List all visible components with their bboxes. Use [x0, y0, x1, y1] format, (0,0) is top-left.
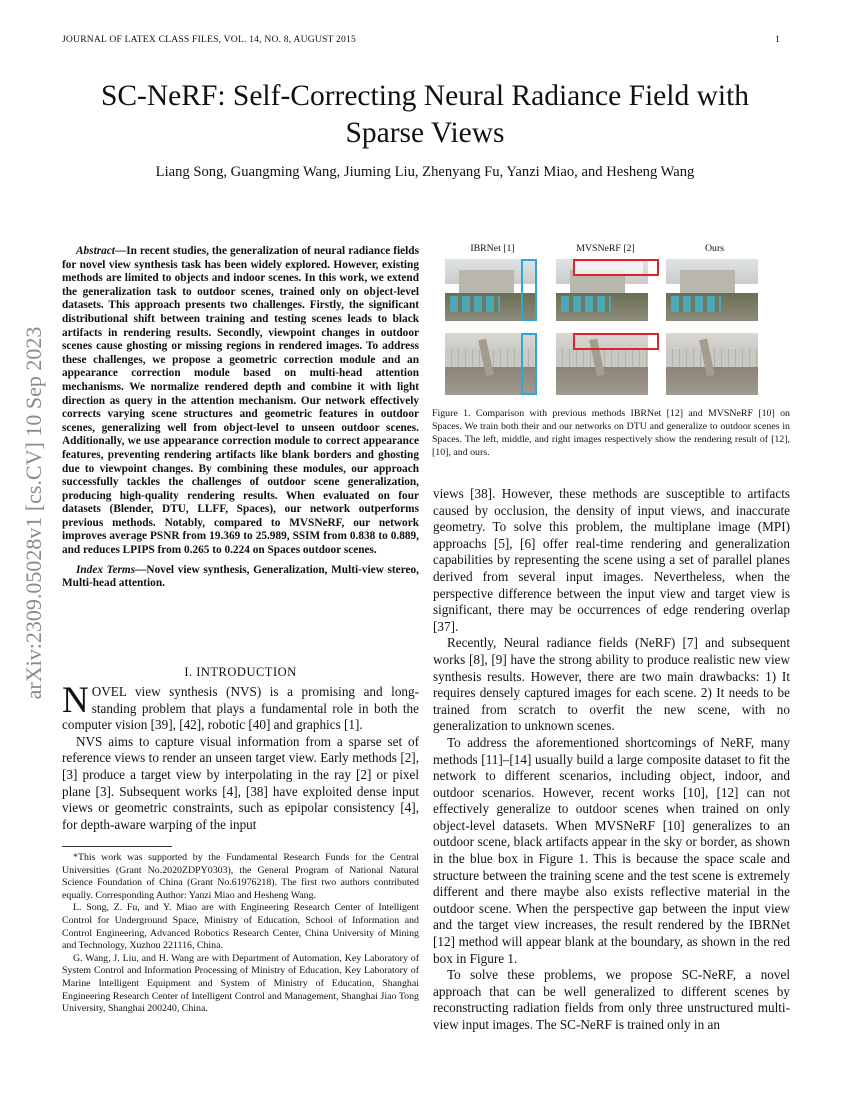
figure-column-label: IBRNet [1]	[470, 243, 515, 254]
author-list: Liang Song, Guangming Wang, Jiuming Liu, Zhenyang Fu, Yanzi Miao, and Hesheng Wang	[155, 164, 695, 180]
red-highlight-box	[573, 259, 659, 276]
figure-1-caption: Figure 1. Comparison with previous methods IBRNet [12] and MVSNeRF [10] on Spaces. We train both their and our networks on DTU and generalize to outdoor scenes in Spaces. The left, middle, and right images respectively show the rendering result of [12], [10], and ours.	[432, 408, 790, 458]
blue-highlight-box	[521, 333, 537, 395]
page-number: 1	[775, 34, 780, 45]
right-column-text	[433, 486, 790, 1034]
intro-paragraph-1: OVEL view synthesis (NVS) is a promising and long-standing problem that plays a fundamental role in both the computer vision [39], [42], robotic [40] and graphics [1].	[62, 684, 419, 733]
blue-highlight-box	[521, 259, 537, 321]
abstract-text: —In recent studies, the generalization of neural radiance fields for novel view synthesis task has been widely explored. However, existing methods are limited to objects and indoor scenes. In this work, we extend the generalization task to outdoor scenes, trained only on object-level datasets. This approach presents two challenges. Firstly, the significant distributional shift between training and testing scenes leads to black artifacts in rendering results. Secondly, viewpoint changes in outdoor scenes cause ghosting or missing regions in rendered images. To address these challenges, we propose a geometric correction module and an appearance correction module based on multi-head attention mechanisms. We normalize rendered depth and combine it with light direction as query in the attention mechanism. Our network effectively corrects varying scene structures and geometric features in outdoor scenes, generalizing well from object-level to unseen outdoor scenes. Additionally, we use appearance correction module to correct appearance features, preventing rendering artifacts like blank borders and ghosting due to viewpoint changes. By combining these modules, our approach successfully tackles the challenges of outdoor scene generalization, producing high-quality rendering results. When evaluated on four datasets (Blender, DTU, LLFF, Spaces), our network outperforms previous methods. Notably, compared to MVSNeRF, our network improves average PSNR from 19.369 to 25.989, SSIM from 0.838 to 0.889, and reduces LPIPS from 0.265 to 0.224 on Spaces outdoor scenes.	[62, 245, 419, 557]
abstract	[62, 245, 419, 591]
paragraph: views [38]. However, these methods are susceptible to artifacts caused by occlusion, the density of input views, and inaccurate geometry. To solve this problem, the multiplane image (MPI) approachs [5], [6] offer real-time rendering and generalization capabilities by representing the scene using a set of parallel planes derived from several input images. Nevertheless, when the perspective difference between the input view and target view is significant, there may be occurrences of edge rendering overlap [37].	[433, 486, 790, 634]
intro-paragraph-2: NVS aims to capture visual information from a sparse set of reference views to render an unseen target view. Early methods [2], [3] produce a target view by interpolating in the ray [2] or pixel plane [3]. Subsequent works [4], [38] have exploited dense input views or geometric constraints, such as epipolar consistency [4], for depth-aware warping of the input	[62, 733, 419, 832]
index-terms-label: Index Terms	[76, 563, 136, 576]
drop-cap: N	[62, 680, 89, 721]
red-highlight-box	[573, 333, 659, 350]
running-header: JOURNAL OF LATEX CLASS FILES, VOL. 14, NO. 8, AUGUST 2015	[62, 34, 356, 45]
arxiv-stamp[interactable]: arXiv:2309.05028v1 [cs.CV] 10 Sep 2023	[21, 326, 46, 700]
figure-column-label: Ours	[704, 243, 725, 254]
figure-column-label: MVSNeRF [2]	[576, 243, 635, 254]
footnotes	[62, 852, 419, 1016]
paper-title: SC-NeRF: Self-Correcting Neural Radiance Field with Sparse Views	[100, 80, 750, 149]
introduction-text	[62, 680, 419, 833]
paragraph: To address the aforementioned shortcomings of NeRF, many methods [11]–[14] usually build a large composite dataset to fit the network to different scenarios, including object, indoor, and outdoor scenarios. However, recent works [10], [12] can not effectively generalize to outdoor scenes when trained on only object-level datasets. When MVSNeRF [10] generalizes to an outdoor scene, black artifacts appear in the sky or border, as shown in the blue box in Figure 1. This is because the space scale and structure between the training scene and the test scene is extremely different and there maybe also exists reflective material in the outdoor scene. When the perspective gap between the input view and the target view increases, the result rendered by the IBRNet [12] method will appear blank at the boundary, as shown in the red box in Figure 1.	[433, 734, 790, 966]
footnote-funding: *This work was supported by the Fundamental Research Funds for the Central Universities (Grant No.2020ZDPY0303), the General Program of National Natural Science Foundation of China (Grant No.61976218). The first two authors contributed equally. Corresponding Author: Yanzi Miao and Hesheng Wang.	[62, 852, 419, 901]
footnote-rule	[62, 846, 172, 847]
paragraph: Recently, Neural radiance fields (NeRF) [7] and subsequent works [8], [9] have the strong ability to produce realistic new view synthesis results. However, there are two main drawbacks: 1) It requires densely captured images for each scene. 2) It needs to be trained from scratch to overfit the new scene, with no generalization to unknown scenes.	[433, 635, 790, 734]
figure-image-ours-1	[666, 259, 758, 321]
figure-1	[432, 240, 790, 400]
section-heading-introduction: I. INTRODUCTION	[184, 665, 297, 679]
footnote-affiliation-2: G. Wang, J. Liu, and H. Wang are with Department of Automation, Key Laboratory of System Control and Information Processing of Ministry of Education, Key Laboratory of Marine Intelligent Equipment and System of Ministry of Education, Shanghai Engineering Research Center of Intelligent Control and Management, Shanghai Jiao Tong University, Shanghai 200240, China.	[62, 952, 419, 1015]
figure-image-ours-2	[666, 333, 758, 395]
abstract-label: Abstract	[76, 245, 115, 257]
index-terms-text: —Novel view synthesis, Generalization, Multi-view stereo, Multi-head attention.	[62, 563, 419, 590]
paragraph: To solve these problems, we propose SC-NeRF, a novel approach that can be well generalized to different scenes by reconstructing radiation fields from only three unstructured multi-view input images. The SC-NeRF is trained only in an	[433, 967, 790, 1032]
footnote-affiliation-1: L. Song, Z. Fu, and Y. Miao are with Engineering Research Center of Intelligent Control for Underground Space, Ministry of Education, School of Information and Control Engineering, Advanced Robotics Research Center, China University of Mining and Technology, Xuzhou 221116, China.	[62, 902, 419, 952]
